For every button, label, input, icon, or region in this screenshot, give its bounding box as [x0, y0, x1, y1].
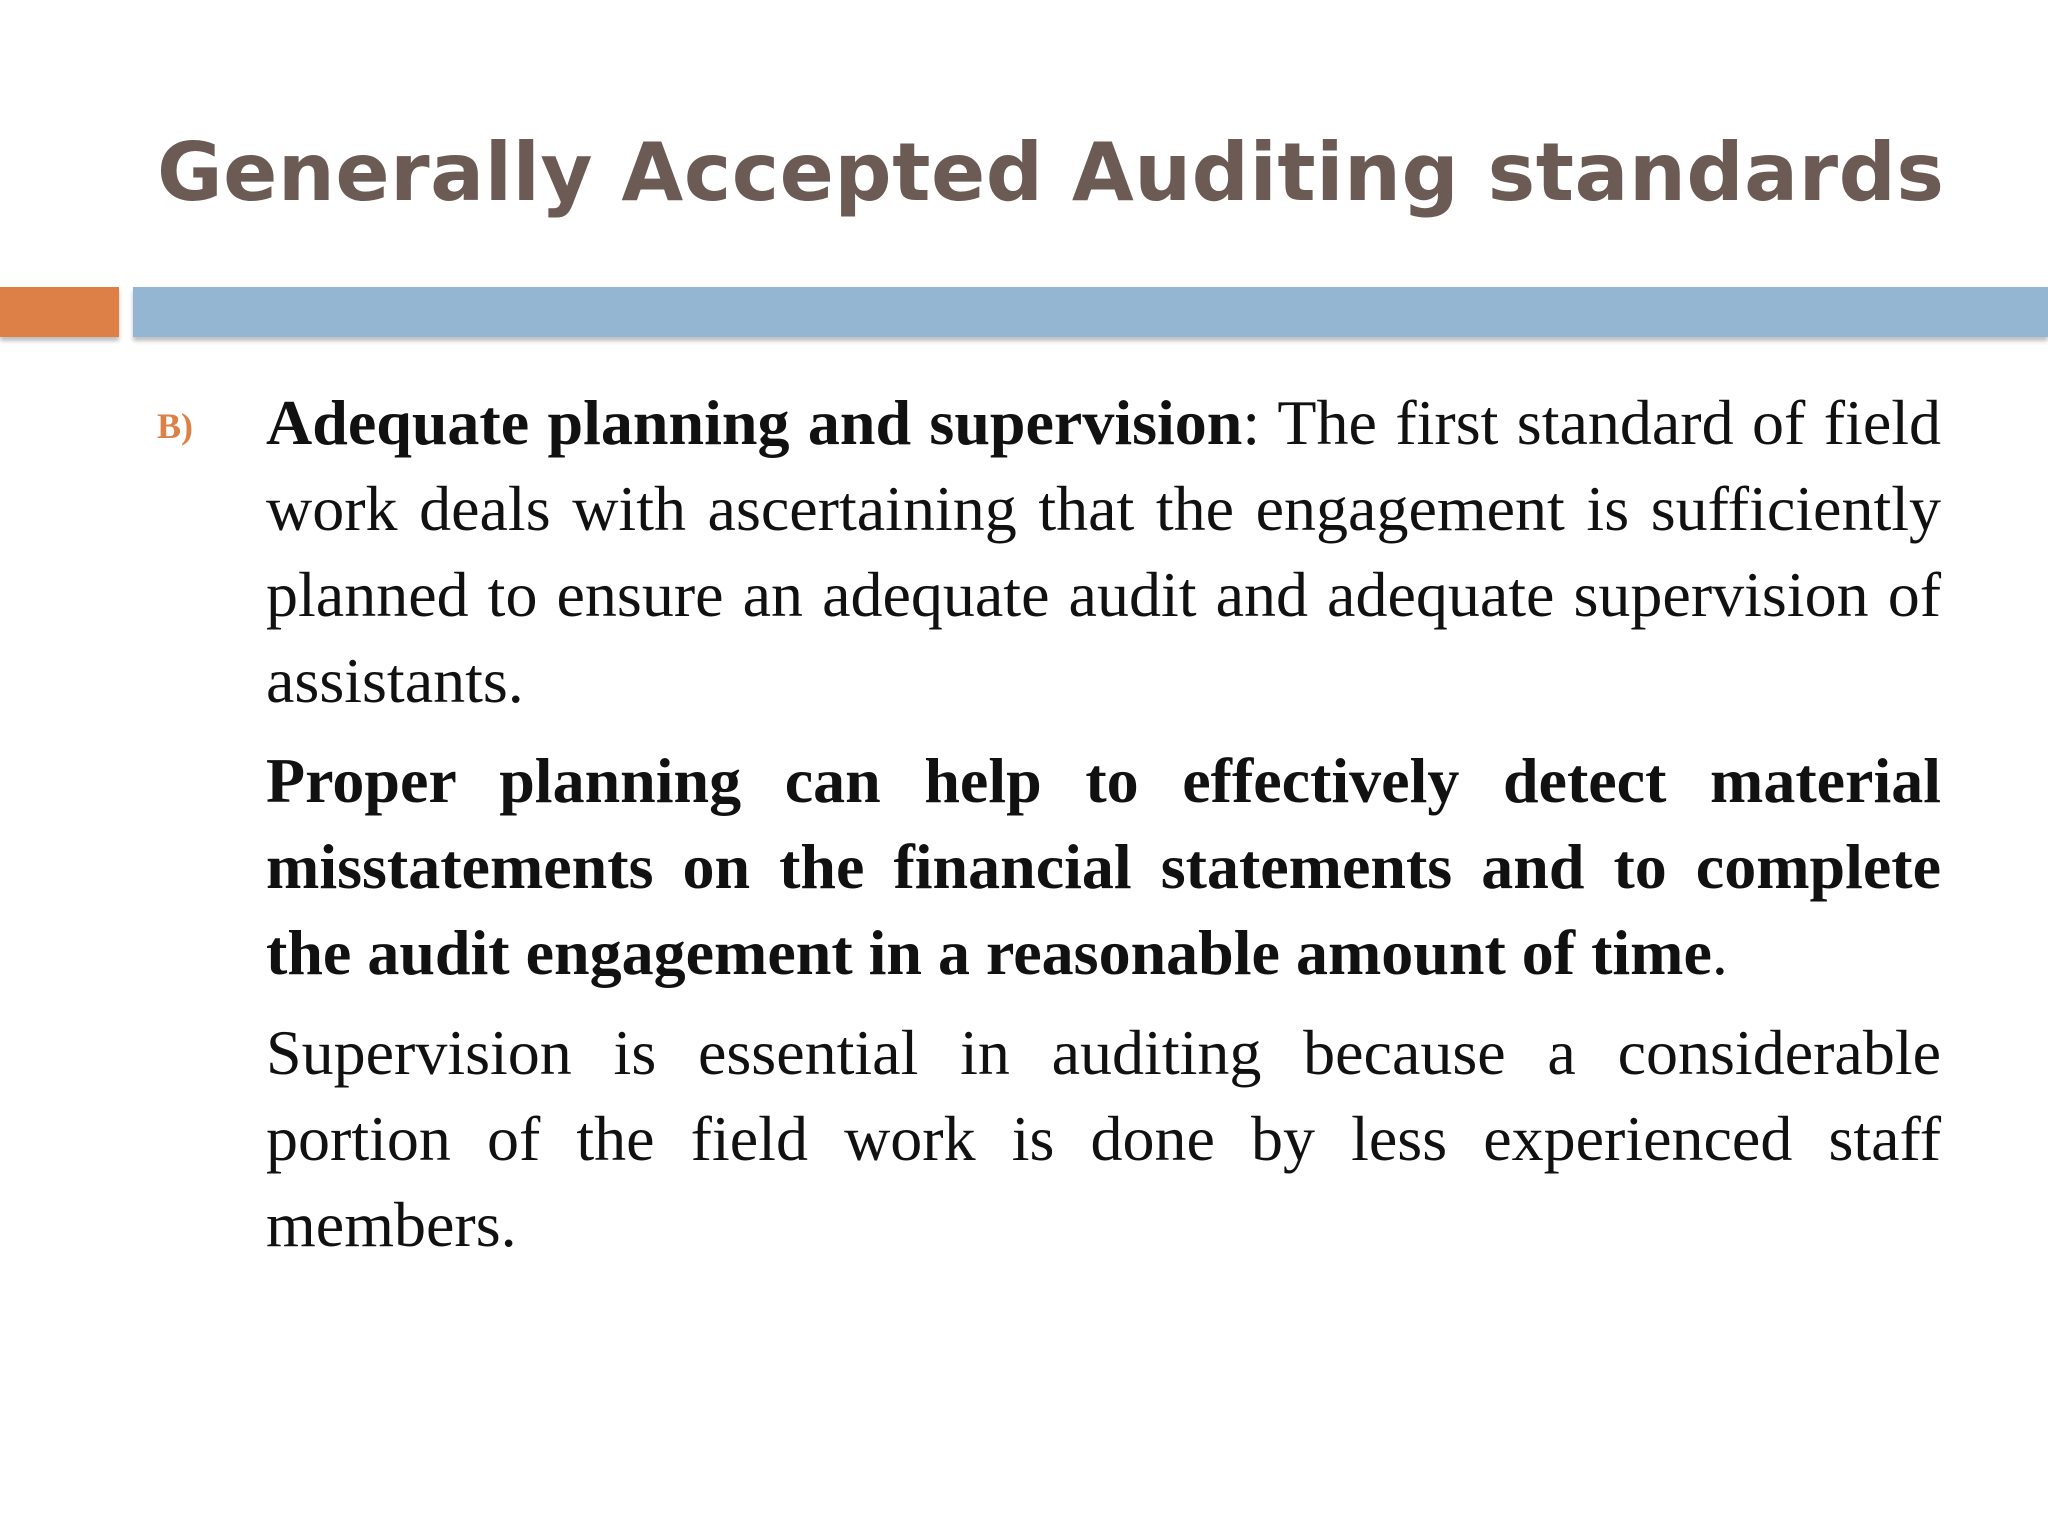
paragraph-body-text: : The first standard of field work deals with ascertaining that the engagement is sufficiently planned to ensure an adequate audit and adequate supervision of assistants. [266, 387, 1942, 716]
paragraph-proper-planning [266, 738, 1941, 996]
bullet-marker: B) [157, 406, 193, 446]
slide-title: Generally Accepted Auditing standards [157, 126, 1945, 219]
paragraph-planning-supervision [266, 380, 1941, 724]
paragraph-body-text: Supervision is essential in auditing because a considerable portion of the field work is done by less experienced staff members. [266, 1017, 1941, 1260]
paragraph-lead-heading: Adequate planning and supervision [266, 387, 1243, 458]
slide-body [266, 380, 1941, 1282]
accent-bar-orange [0, 287, 119, 337]
paragraph-tail: . [1711, 917, 1728, 988]
paragraph-supervision-essential [266, 1010, 1941, 1268]
accent-bar-blue [133, 287, 2048, 337]
paragraph-bold-text: Proper planning can help to effectively detect material misstatements on the financial statements and to complete the audit engagement in a reasonable amount of time [266, 745, 1941, 988]
